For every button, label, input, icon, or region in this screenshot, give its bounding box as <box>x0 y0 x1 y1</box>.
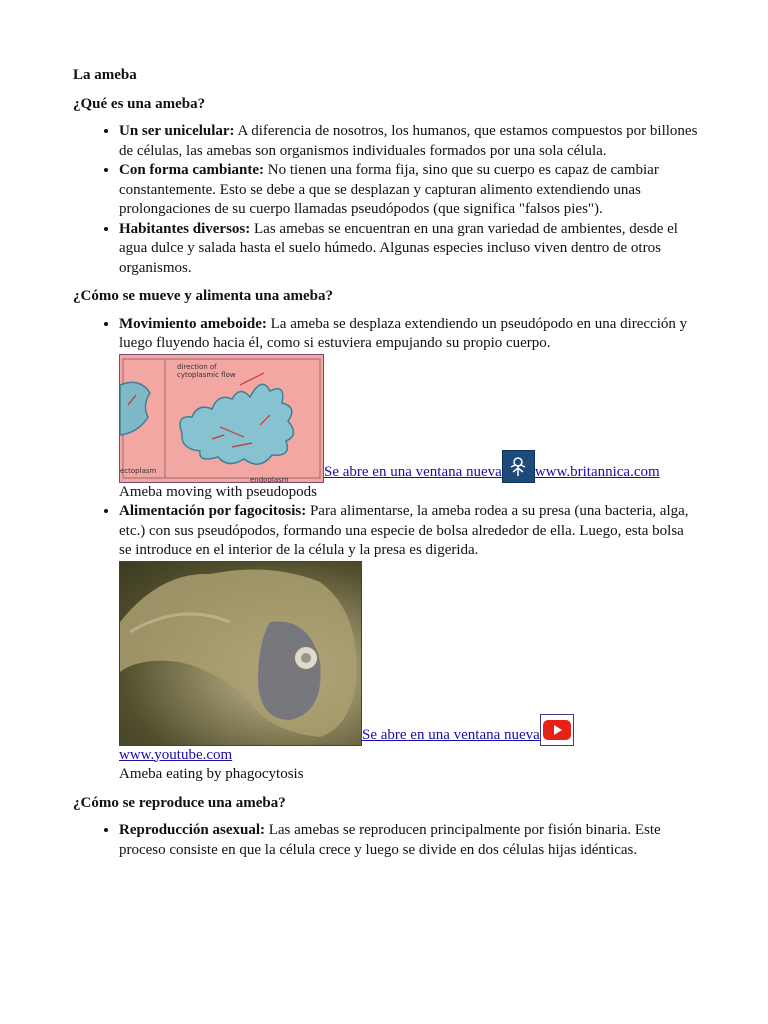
figure2-caption: Ameba eating by phagocytosis <box>119 766 304 782</box>
label-endoplasm: endoplasm <box>250 475 289 482</box>
list-item <box>119 220 698 279</box>
britannica-new-window-link[interactable]: Se abre en una ventana nueva <box>324 464 502 480</box>
document-title: La ameba <box>73 67 137 83</box>
list-item-text: Las amebas se encuentran en una gran variedad de ambientes, desde el agua dulce y salada hasta el suelo húmedo. Algunas especies incluso viven dentro de otros organismos. <box>119 220 678 276</box>
list-item-term: Alimentación por fagocitosis: <box>119 503 307 519</box>
section-heading-move: ¿Cómo se mueve y alimenta una ameba? <box>73 288 333 304</box>
label-ectoplasm-left: ectoplasm <box>120 466 157 475</box>
youtube-play-icon[interactable] <box>540 714 574 746</box>
figure1-row <box>119 354 698 483</box>
amoeba-diagram-image[interactable] <box>119 354 324 483</box>
list-item-term: Reproducción asexual: <box>119 822 265 838</box>
list-item-term: Con forma cambiante: <box>119 162 264 178</box>
list-item-text: Las amebas se reproducen principalmente por fisión binaria. Este proceso consiste en que la célula crece y luego se divide en dos células hijas idénticas. <box>119 822 661 858</box>
list-item <box>119 161 698 220</box>
britannica-site-link[interactable]: www.britannica.com <box>534 464 660 480</box>
list-item-term: Movimiento ameboide: <box>119 315 267 332</box>
section-heading-what: ¿Qué es una ameba? <box>73 95 206 112</box>
list-item-text: Para alimentarse, la ameba rodea a su presa (una bacteria, alga, etc.) con sus pseudópodos, formando una especie de bolsa alrededor de ella. Luego, esta bolsa se introduce en el interior de la célula y la presa es digerida. <box>119 503 689 558</box>
list-item-term: Habitantes diversos: <box>119 220 251 237</box>
figure1-caption: Ameba moving with pseudopods <box>119 483 317 500</box>
phagocytosis-photo-image[interactable] <box>119 561 362 746</box>
list-item <box>119 122 698 161</box>
list-move <box>73 315 698 785</box>
britannica-thistle-icon[interactable] <box>502 450 535 483</box>
youtube-new-window-link[interactable]: Se abre en una ventana nueva <box>362 727 540 743</box>
list-reproduce <box>73 821 698 860</box>
phagocytosis-photo-svg <box>120 562 361 745</box>
list-item-text: No tienen una forma fija, sino que su cuerpo es capaz de cambiar constantemente. Esto se debe a que se desplazan y capturan alimento extendiendo unas prolongaciones de su cuerpo llamadas pseudópodos (que significa "falsos pies"). <box>119 162 659 217</box>
figure2-row <box>119 561 698 746</box>
amoeba-diagram-svg <box>120 355 323 482</box>
list-item-term: Un ser unicelular: <box>119 123 235 139</box>
section-heading-reproduce: ¿Cómo se reproduce una ameba? <box>73 794 286 811</box>
youtube-site-link[interactable]: www.youtube.com <box>119 746 233 763</box>
list-item <box>119 315 698 503</box>
list-item-text: A diferencia de nosotros, los humanos, que estamos compuestos por billones de células, las amebas son organismos individuales formados por una sola célula. <box>119 123 698 159</box>
label-flow: cytoplasmic flow <box>177 370 236 379</box>
list-item-text: La ameba se desplaza extendiendo un pseudópodo en una dirección y luego fluyendo hacia él, como si estuviera empujando su propio cuerpo. <box>119 315 688 351</box>
list-item <box>119 502 698 785</box>
list-item <box>119 821 698 860</box>
list-what <box>73 122 698 278</box>
label-direction: direction of <box>177 362 217 371</box>
